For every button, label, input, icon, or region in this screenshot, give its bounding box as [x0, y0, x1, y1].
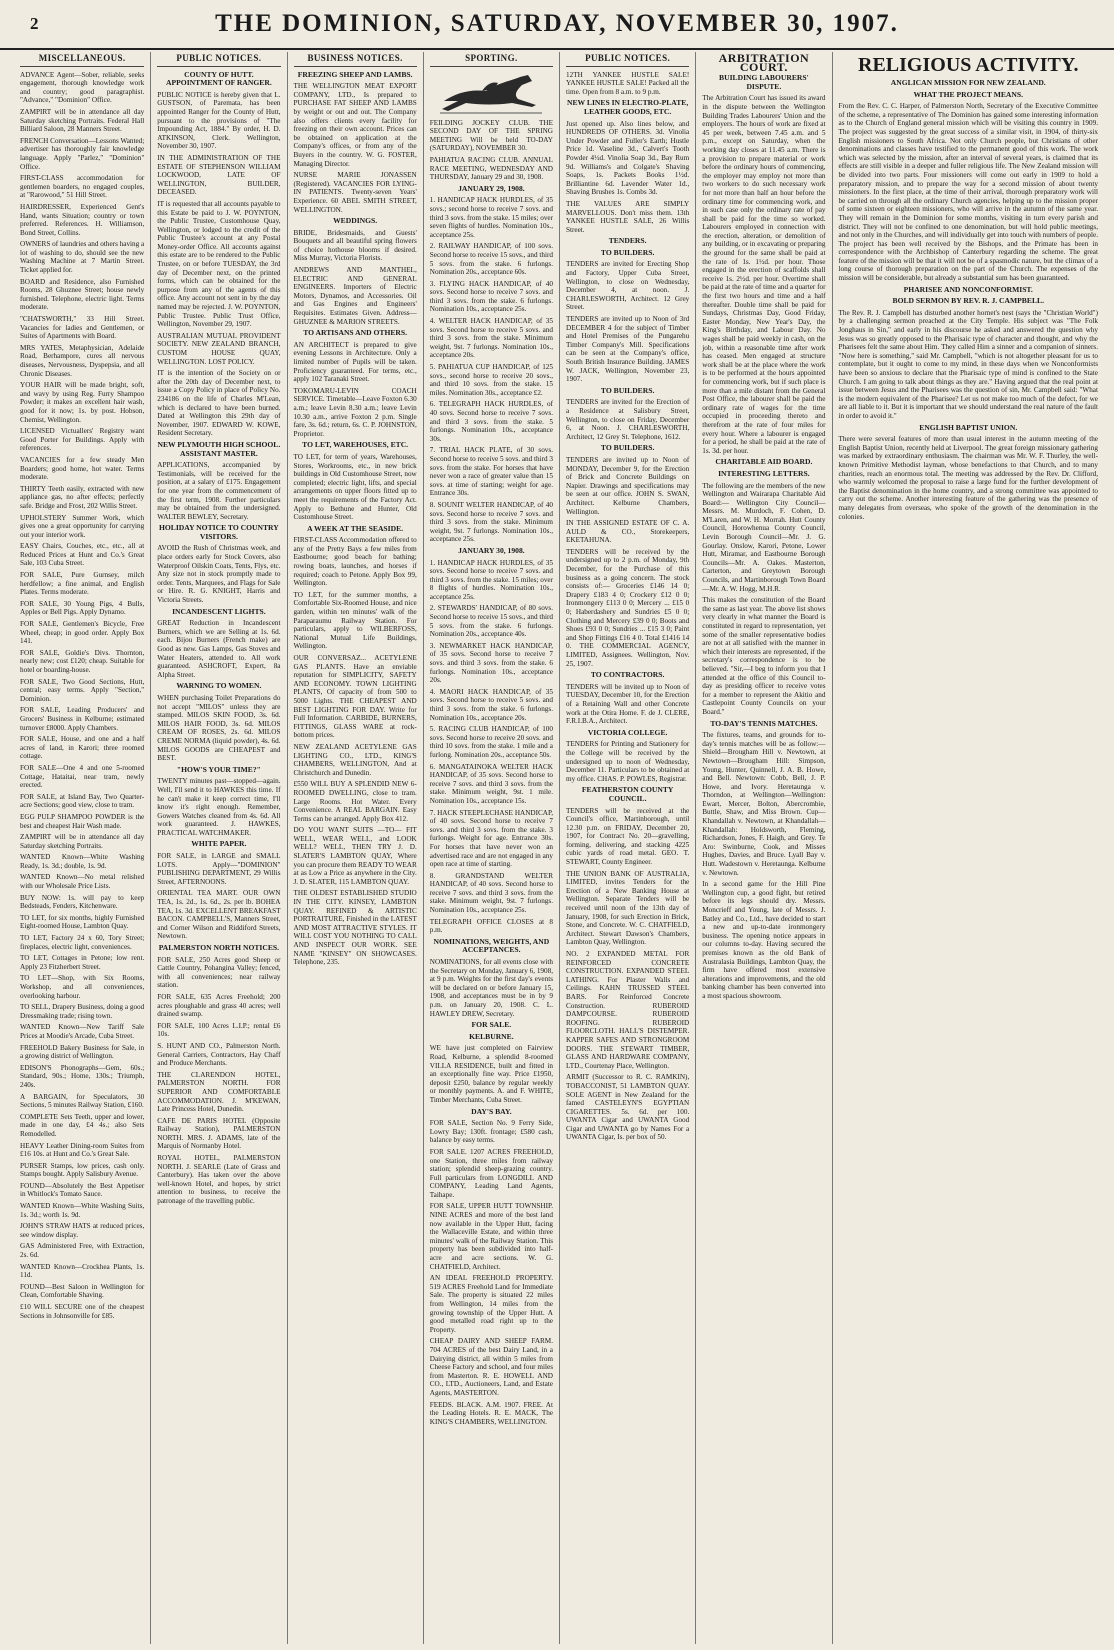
section-subhead: WHITE PAPER.: [191, 839, 247, 849]
section-subhead: CHARITABLE AID BOARD.: [715, 457, 813, 467]
notice-text: YOUR HAIR will be made bright, soft, and wavy by using Reg. Furry Shampoo Powder; it makes an excellent hair wash, good for it now; 1s. by post. Hobson, Chemist, Wellington.: [20, 381, 145, 424]
section-subhead: PHARISEE AND NONCONFORMIST.: [903, 284, 1033, 294]
section-subhead: JANUARY 30, 1908.: [458, 545, 525, 555]
notice-text: GREAT Reduction in Incandescent Burners, which we are Selling at 1s. 6d. each. Bijou Burners (French make) are Good as new. Gas Lamps, Gas Stoves and Water Heaters, attended to. All work guaranteed. ASHCROFT, Expert, 8a Alpha Street.: [157, 619, 281, 679]
notice-text: NURSE MARIE JONASSEN (Registered). VACANCIES FOR LYING-IN PATIENTS. Twenty-seven Years' Experience. 60 ABEL SMITH STREET, WELLINGTON.: [293, 171, 417, 214]
notice-text: From the Rev. C. C. Harper, of Palmerston North, Secretary of the Executive Committee of the scheme, a representative of The Dominion has gained some interesting information as to the Church of England general mission which will be visiting this country in 1909. The project was suggested by the great success of a similar visit, in 1904, of thirty-six English missioners to South Africa. Not only Church people, but Christians of other denominations and classes have testified to the permanent good of this work. The work which was selected by the mission, after an interval of several years, is claimed that its effects are still visible in a deeper and fuller religious life. The New Zealand mission will be divided into two parts. Four missioners will come out early in 1909 to hold a preparatory mission, and to prepare the way for a second mission of about twenty missioners. In the first place, at the time of their arrival, thorough preparatory work will be carried on through all the ordinary Church agencies, helping up to the mission proper of some sixteen or eighteen missioners, who will arrive in the autumn of the same year. They will remain in the Dominion for some months, visiting in turn every parish and district. They will not be confined to one denomination, but will hold public meetings, and not only in the Churches, and will individually get into touch with numbers of people. The project has been well received by the Bishops, and the Primate has been in correspondence with the Archbishop of Canterbury regarding the scheme. The great feature of the mission will be that it will not be of a spasmodic nature, but the climax of a long course of thorough preparation on the part of the Church. The expenses of the mission will be considerable, but already a substantial sum has been guaranteed.: [838, 102, 1098, 283]
section-subhead: BOLD SERMON BY REV. R. J. CAMPBELL.: [892, 296, 1044, 306]
notice-text: NO. 2 EXPANDED METAL FOR REINFORCED CONCRETE CONSTRUCTION. EXPANDED STEEL LATHING. For Plaster Walls and Ceilings. KAHN TRUSSED STEEL BARS. For Reinforced Concrete Construction. RUBEROID DAMPCOURSE. RUBEROID ROOFING. RUBEROID FLOORCLOTH. HALL'S DISTEMPER. KAPPER SAFES AND STRONGROOM DOORS. THE STEWART TIMBER, GLASS AND HARDWARE COMPANY, LTD., Courtenay Place, Wellington.: [566, 950, 690, 1070]
column-items: [20, 71, 144, 1321]
notice-text: WANTED Known—White Washing Ready, 1s. 3d.; double, 1s. 9d.: [20, 853, 145, 870]
notice-text: FOR SALE. 1207 ACRES FREEHOLD, one Station, three miles from railway station; splendid sheep-grazing country. Full particulars from LONGDILL AND COMPANY, Leading Land Agents, Taihape.: [429, 1147, 553, 1199]
notice-text: TO LET, for term of years, Warehouses, Stores, Workrooms, etc., in new brick buildings in Old Customhouse Street, now completed; electric light, lifts, and special arrangements on upper floors fitted up to meet the requirements of the Factory Act. Apply to Bethune and Hunter, Old Customhouse Street.: [293, 452, 417, 522]
notice-text: WANTED Known—Crockhea Plants, 1s. 11d.: [20, 1262, 145, 1280]
notice-text: JOHN'S STRAW HATS at reduced prices, see window display.: [20, 1222, 145, 1239]
notice-text: ROYAL HOTEL, PALMERSTON NORTH. J. SEARLE (Late of Grass and Canterbury). Has taken over the above well-known Hotel, and hopes, by strict attention to business, to receive the patronage of the travelling public.: [157, 1154, 281, 1206]
notice-text: FOR SALE, Section No. 9 Ferry Side, Lowry Bay; 130ft. frontage; £580 cash, balance by easy terms.: [429, 1119, 553, 1145]
notice-text: FOR SALE, UPPER HUTT TOWNSHIP. NINE ACRES and more of the best land now available in the Upper Hutt, facing the Wallaceville Estate, and within three minutes' walk of the Railway Station. This property has been subdivided into half-acre and acre sections. W. G. CHATFIELD, Architect.: [429, 1202, 553, 1271]
notice-text: 7. TRIAL HACK PLATE, of 30 sovs. Second horse to receive 5 sovs. and third 3 sovs. from the stake. For horses that have never won a race of greater value than 15 sovs. at time of starting; weight for age. Entrance 30s.: [429, 446, 553, 498]
notice-text: COMPLETE Sets Teeth, upper and lower, made in one day, £4 4s.; also Sets Remodelled.: [20, 1112, 145, 1138]
section-subhead: NEW LINES IN ELECTRO-PLATE, LEATHER GOODS, ETC.: [567, 98, 689, 116]
section-subhead: TO BUILDERS.: [600, 247, 655, 257]
notice-text: DO YOU WANT SUITS —TO— FIT WELL, WEAR WELL, and LOOK WELL? WELL, THEN TRY J. D. SLATER'S LAMBTON QUAY, Where you can procure them READY TO WEAR at as Low a Price as anywhere in the City. J. D. SLATER, 115 LAMBTON QUAY.: [293, 826, 417, 886]
notice-text: OUR CONVERSAZ... ACETYLENE GAS PLANTS. Have an enviable reputation for SIMPLICITY, SAFETY AND ECONOMY. TOWN LIGHTING PLANTS, Of capacity of from 500 to 5000 Lights. THE CHEAPEST AND BEST LIGHTING FOR DAY. Write for Full Information. CARBIDE, BURNERS, FITTINGS, GLASS WARE at rock-bottom prices.: [293, 654, 417, 740]
section-subhead: KELBURNE.: [469, 1031, 514, 1041]
page-number: 2: [30, 14, 39, 33]
section-subhead: DAY'S BAY.: [471, 1106, 512, 1116]
section-subhead: ANGLICAN MISSION FOR NEW ZEALAND.: [890, 78, 1046, 87]
notice-text: BUY NOW: 1s. will pay to keep Bedsteads, Fenders, Kitchenware.: [20, 893, 145, 911]
notice-text: FOUND—Best Saloon in Wellington for Clean, Comfortable Shaving.: [20, 1282, 145, 1300]
notice-text: 4. MAORI HACK HANDICAP, of 35 sovs. Second horse to receive 5 sovs. and third 3 sovs. from the stake. 6 furlongs. Nomination 10s., acceptance 20s.: [429, 687, 553, 722]
notice-text: PAHIATUA RACING CLUB. ANNUAL RACE MEETING, WEDNESDAY AND THURSDAY, January 29 and 30, 1908.: [429, 155, 553, 182]
notice-text: FOR SALE, Goldie's Divs. Thornton, nearly new; cost £120; cheap. Suitable for hotel or boarding-house.: [20, 648, 145, 674]
section-subhead: FREEZING SHEEP AND LAMBS.: [297, 69, 413, 79]
notice-text: 3. NEWMARKET HACK HANDICAP, of 35 sovs. Second horse to receive 7 sovs. and third 3 sovs. from the stake. 6 furlongs. Nomination 10s., acceptance 20s.: [429, 641, 553, 685]
section-subhead: TO BUILDERS.: [600, 443, 655, 453]
notice-text: FOR SALE, House, and one and a half acres of land, in Karori; three roomed cottage.: [20, 735, 145, 761]
notice-text: The following are the members of the new Wellington and Wairarapa Charitable Aid Board:— Wellington City Council—Messrs. M. Murdoch, F. Cohen, D. M'Laren, and W. H. Morrah. Hutt County Council, Horowhenua County Council, Levin Borough Council—Mr. J. G. Gourlay. Onslow, Karori, Petone, Lower Hutt, Miramar, and Eastbourne Borough Councils—Mr. A. Oakes. Masterton, Carterton, and Greytown Borough Councils, and Martinborough Town Board—Mr. A. W. Hogg, M.H.R.: [702, 481, 826, 593]
notice-text: TO LET, Cottages in Petone; low rent. Apply 23 Fitzherbert Street.: [20, 954, 145, 971]
notice-text: 12TH YANKEE HUSTLE SALE! YANKEE HUSTLE SALE! Packed all the time. Open from 8 a.m. to 9 p.m.: [566, 70, 690, 96]
notice-text: TWENTY minutes past—stopped—again. Well, I'll send it to HAWKES this time. If he can't make it keep correct time, I'll know it's right enough. Remember, Gowers Watches cleaned from 4s. 6d. All work guaranteed. J. HAWKES, PRACTICAL WATCHMAKER.: [157, 777, 281, 837]
notice-text: FOR SALE, 30 Young Pigs, 4 Bulls, Apples or Bell Pigs. Apply Dynamo.: [20, 599, 145, 617]
section-subhead: FEATHERSTON COUNTY COUNCIL.: [581, 785, 674, 803]
section-subhead: NEW PLYMOUTH HIGH SCHOOL. ASSISTANT MASTER.: [157, 439, 281, 458]
notice-text: TENDERS are invited for the Erection of a Residence at Salisbury Street, Wellington, to close on Friday, December 6, at Noon. J. CHARLESWORTH, Architect, 12 Grey St. Telephone, 1612.: [566, 398, 690, 441]
notice-text: GAS Administered Free, with Extraction, 2s. 6d.: [20, 1242, 145, 1260]
notice-text: £550 WILL BUY A SPLENDID NEW 6-ROOMED DWELLING, close to tram. Large Rooms. Hot Water. Every Convenience. A REAL BARGAIN. Easy Terms can be arranged. Apply Box 412.: [293, 780, 417, 823]
notice-text: 8. SOUNIT WELTER HANDICAP, of 40 sovs. Second horse to receive 7 sovs. and third 3 sovs. from the stake. Minimum weight, 9st. 7 furlongs. Nomination 10s., acceptance 25s.: [429, 500, 553, 544]
notice-text: TO LET—Shop, with Six Rooms, Workshop, and all conveniences, overlooking harbour.: [20, 974, 145, 1000]
notice-text: ADVANCE Agent—Sober, reliable, seeks engagement, thorough knowledge work and country; good paragraphist. "Advance," "Dominion" Office.: [20, 70, 145, 105]
notice-text: 6. TELEGRAPH HACK HURDLES, of 40 sovs. Second horse to receive 7 sovs. and third 3 sovs. from the stake. 5 furlongs. Nomination 10s., acceptance 30s.: [429, 400, 553, 443]
notice-text: FREEHOLD Bakery Business for Sale, in a growing district of Wellington.: [20, 1043, 145, 1061]
section-subhead: NOMINATIONS, WEIGHTS, AND ACCEPTANCES.: [433, 936, 550, 955]
notice-text: 2. STEWARDS' HANDICAP, of 80 sovs. Second horse to receive 15 sovs., and third 5 sovs. from the stake. 6 furlongs. Nomination 20s., acceptance 40s.: [429, 604, 553, 639]
notice-text: PUBLIC NOTICE is hereby given that L. GUSTSON, of Paremata, has been appointed Ranger for the County of Hutt, pursuant to the provisions of "The Impounding Act, 1884." By order, H. D. ATKINSON, Clerk. Wellington, November 30, 1907.: [157, 90, 281, 151]
notice-text: TOKOMARU-LEVIN COACH SERVICE. Timetable—Leave Foxton 6.30 a.m.; leave Levin 8.30 a.m.; leave Levin 10.30 a.m., arrive Foxton 2 p.m. Single fare, 3s. 6d.; return, 6s. C. P. JOHNSTON, Proprietor.: [293, 386, 417, 438]
notice-text: TENDERS will be received by the undersigned up to 2 p.m. of Monday, 9th December, for the Purchase of this business as a going concern. The stock consists of:— Groceries £146 14 0; Drapery £183 4 0; Crockery £12 0 0; Ironmongery £113 0 0; Mercery ... £15 0 0; Haberdashery and Sundries £5 0 0; Clothing and Mercery £39 0 0; Boots and Shoes £93 0 0; Sundries ... £15 3 0; Paint and Shop Fittings £16 4 0. Total £1416 14 0. THE COMMERCIAL AGENCY, LIMITED, Assignees. Wellington, Nov. 25, 1907.: [566, 547, 690, 668]
notice-text: 8. GRANDSTAND WELTER HANDICAP, of 40 sovs. Second horse to receive 7 sovs. and third 3 sovs. from the stake. Minimum weight, 9st. 7 furlongs. Nomination 10s., acceptance 25s.: [429, 871, 553, 915]
column-items: [566, 71, 689, 1142]
column-business-notices: [287, 52, 423, 1644]
section-subhead: WEDDINGS.: [333, 216, 378, 226]
notice-text: 7. HACK STEEPLECHASE HANDICAP, of 40 sovs. Second horse to receive 7 sovs. and third 3 sovs. from the stake. 3 furlongs. Weight for age. Entrance 30s. For horses that have never won an advertised race and are not engaged in any open race at time of starting.: [429, 808, 553, 869]
section-subhead: VICTORIA COLLEGE.: [587, 727, 668, 737]
notice-text: IT is the intention of the Society on or after the 20th day of December next, to issue a Copy Policy in place of Policy No. 234186 on the life of Charles M'Lean, which is declared to have been burned. Dated at Wellington this 29th day of November, 1907. EDWARD W. KOWE, Resident Secretary.: [157, 369, 281, 438]
notice-text: BOARD and Residence, also Furnished Rooms, 28 Ghuznee Street; house newly furnished. Telephone, electric light. Terms moderate.: [20, 277, 145, 312]
notice-text: TO LET, Factory 24 x 60, Tory Street; fireplaces, electric light, conveniences.: [20, 934, 145, 951]
column-items: [702, 74, 825, 1000]
notice-text: TO SELL, Drapery Business, doing a good Dressmaking trade; rising town.: [20, 1003, 145, 1020]
notice-text: CAFE DE PARIS HOTEL (Opposite Railway Station), PALMERSTON NORTH. MRS. J. ADAMS, late of the Marquis of Normanby Hotel.: [157, 1116, 281, 1151]
column-heading: MISCELLANEOUS.: [20, 52, 144, 67]
section-subhead: INTERESTING LETTERS.: [718, 468, 810, 478]
notice-text: ZAMPIRT will be in attendance all day Saturday sketching Portraits. Federal Hall Billiard Saloon, 28 Manners Street.: [20, 107, 145, 134]
notice-text: AVOID the Rush of Christmas week, and place orders early for Stock Covers, also Waterproof Oilskin Coats, Tents, Flys, etc. Any size not in stock promptly made to order. Tents, Marquees, and Flags for Sale or Hire. R. G. KNIGHT, Harris and Victoria Streets.: [157, 544, 281, 605]
notice-text: TENDERS will be invited up to Noon of TUESDAY, December 10, for the Erection of a Retaining Wall and other Concrete work at the Otira Home. F. de J. CLERE, F.R.I.B.A., Architect.: [566, 682, 690, 726]
notice-text: CHEAP DAIRY AND SHEEP FARM. 704 ACRES of the best Dairy Land, in a Dairying district, all within 5 miles from Cheese Factory and school, and four miles from Masterton. R. E. HOWELL AND CO., LTD., Auctioneers, Land, and Estate Agents, MASTERTON.: [429, 1337, 553, 1397]
notice-text: 5. RACING CLUB HANDICAP, of 100 sovs. Second horse to receive 20 sovs. and third 10 sovs. from the stake. 1 mile and a furlong. Nomination 20s., acceptance 50s.: [429, 725, 553, 759]
notice-text: WANTED Known—White Washing Suits, 1s. 3d.; worth 1s. 9d.: [20, 1202, 145, 1219]
column-heading: SPORTING.: [430, 52, 553, 67]
notice-text: ORIENTAL TEA MART. OUR OWN TEA, 1s. 2d., 1s. 6d., 2s. per lb. BOHEA TEA, 1s. 3d. EXCELLENT BREAKFAST BACON. CAMPBELL'S, Manners Street, and Corner Wilson and Riddiford Streets, Newtown.: [157, 889, 281, 941]
newspaper-title: THE DOMINION, SATURDAY, NOVEMBER 30, 1907.: [215, 10, 899, 37]
notice-text: FOR SALE, at Island Bay, Two Quarter-acre Sections; good view, close to tram.: [20, 792, 145, 810]
section-subhead: "HOW'S YOUR TIME?": [176, 764, 261, 774]
notice-text: IT is requested that all accounts payable to this Estate be paid to J. W. POYNTON, the Public Trustee, Customhouse Quay, Wellington, or lodged to the credit of the Public Trustee's account at any Postal Money-order Office. All accounts against this estate are to be rendered to the Public Trustee, on or before TUESDAY, the 3rd day of December next, on the printed forms, which can be obtained for the purpose from any of the agents of this office. Any account not sent in by the day named may be rejected. J. W. POYNTON, Public Trustee. Public Trust Office, Wellington, November 29, 1907.: [157, 199, 281, 329]
notice-text: VACANCIES for a few steady Men Boarders; good home, hot water. Terms moderate.: [20, 455, 145, 482]
notice-text: TENDERS are invited up to Noon of 3rd DECEMBER 4 for the subject of Timber and Hotel Premises of the Pungarehu Timber Company's Mill. Specifications can be seen at the Company's office, South British Insurance Building. JAMES W. JACK, Wellington, November 23, 1907.: [566, 315, 690, 384]
section-subhead: TENDERS.: [608, 236, 647, 246]
notice-text: 1. HANDICAP HACK HURDLES, of 35 sovs. Second horse to receive 7 sovs. and third 3 sovs. from the stake. 15 miles; over 8 flights of hurdles. Nomination 10s., acceptance 25s.: [429, 558, 553, 601]
column-arbitration-court: [695, 52, 831, 1644]
column-religious-activity: [832, 52, 1105, 1644]
notice-text: HAIRDRESSER, Experienced Gent's Hand, wants Situation; country or town preferred. References. H. Williamson, Bond Street, Collins.: [20, 202, 145, 237]
column-heading: RELIGIOUS ACTIVITY.: [858, 54, 1079, 76]
section-subhead: FOR SALE.: [471, 1020, 512, 1030]
notice-text: BRIDE, Bridesmaids, and Guests' Bouquets and all beautiful spring flowers of choice hothouse blooms if desired. Miss Murray, Victoria Florists.: [293, 228, 417, 263]
notice-text: FOUND—Absolutely the Best Appetiser in Whitlock's Tomato Sauce.: [20, 1181, 145, 1199]
column-public-notices: [150, 52, 286, 1644]
section-subhead: A WEEK AT THE SEASIDE.: [307, 523, 404, 533]
notice-text: FEEDS. BLACK. A.M. 1907. FREE. At the Leading Hotels. R. E. MACK, The KING'S CHAMBERS, WELLINGTON.: [429, 1400, 553, 1426]
notice-text: TENDERS for Printing and Stationery for the College will be received by the undersigned up to noon of Wednesday, December 11. Particulars to be obtained at my office. CHAS. P. POWLES, Registrar.: [566, 740, 690, 783]
notice-text: The Rev. R. J. Campbell has disturbed another hornet's nest (says the "Christian World") by a challenging sermon preached at the City Temple. His subject was "The Folk Jonghaus in Sin," and early in his discourse he asked and answered the question why Jesus was so greatly opposed to the Pharisaic type of character and thought, and why the Pharisees felt the same about Him. They called Him a sinner and a companion of sinners. "Now here is something," said Mr. Campbell, "which is not altogether pleasant for us to contemplate, but it ought to come to my mind, in these days when we Nonconformists have been so anxious to declare that the Pharisaic type of mind is confined to the State Church. I am going to talk about things as they are." Having argued that the real point at issue between Jesus and the Pharisees was the question of sin, Mr. Campbell said: "What is the modern equivalent of the Pharisee? Let us not make too much of the defect, for we are all liable to it. But it is important that we should understand the real nature of the fault in order to avoid it.": [838, 308, 1098, 420]
column-heading: BUSINESS NOTICES.: [294, 52, 417, 67]
notice-text: There were several features of more than usual interest in the autumn meeting of the English Baptist Union, recently held at Liverpool. The great foreign missionary gathering was marked by extraordinary enthusiasm. The chairman was Mr. W. F. Thurley, the well-known Primitive Methodist layman, whose benefactions to that Church, and to many charities, reach an enormous total. The meeting was addressed by the Rev. Dr. Clifford, who warmly welcomed the proposal to raise a large fund for the further development of the Baptist denomination in the home country, and a strong committee was appointed to carry out the scheme. Another interesting feature of the gathering was the presence of many delegates from overseas, who spoke of the growth of the denomination in the colonies.: [838, 435, 1098, 521]
notice-text: This makes the constitution of the Board the same as last year. The above list shows very clearly in what manner the Board is constituted in regard to representation, yet some of the smaller representative bodies are not at all satisfied with the manner in which their interests are represented, if the secretary's correspondence is to be believed. "Sir,—I beg to inform you that I attended at the office of this Council to-day as presiding officer to receive votes for a member to represent the Akitio and Castlepoint County Councils on your Board.": [702, 596, 826, 716]
notice-text: FIRST-CLASS accommodation for gentlemen boarders, no engaged couples, at "Rarowood," 51 Hill Street.: [20, 174, 145, 200]
notice-text: NEW ZEALAND ACETYLENE GAS LIGHTING CO., LTD., KING'S CHAMBERS, WELLINGTON, And at Christchurch and Dunedin.: [293, 742, 417, 777]
column-heading: PUBLIC NOTICES.: [157, 52, 280, 67]
notice-text: AUSTRALIAN MUTUAL PROVIDENT SOCIETY. NEW ZEALAND BRANCH, CUSTOM HOUSE QUAY, WELLINGTON. LOST POLICY.: [157, 331, 281, 366]
notice-text: NOMINATIONS, for all events close with the Secretary on Monday, January 6, 1908, at 9 p.m. Weights for the first day's events will be declared on or before January 15, 1908, and acceptances must be in by 9 p.m. on January 20, 1908. C. L. HAWLEY DREW, Secretary.: [429, 958, 553, 1018]
notice-text: Just opened up. Also lines below, and HUNDREDS OF OTHERS. 3d. Vinolia Under Powder and Fuller's Earth; Hustle Price 1d. Vaseline 3d., Calvert's Tooth Powder 4½d. Vinolia Soap 3d., Bay Rum 9d. Williams's and Colgate's Shaving Soaps, 1s. Packets Books 1½d. Brilliantine 6d. Lavender Water 1d., Shaving Brushes 1s. Combs 3d.: [566, 119, 690, 197]
notice-text: EASY Chairs, Couches, etc., etc., all at Reduced Prices at Hunt and Co.'s Great Sale, 103 Cuba Street.: [20, 542, 145, 568]
notice-text: TELEGRAPH OFFICE CLOSES at 8 p.m.: [429, 917, 553, 935]
notice-text: 3. FLYING HACK HANDICAP, of 40 sovs. Second horse to receive 7 sovs. and third 3 sovs. from the stake. 6 furlongs. Nomination 10s., acceptance 25s.: [429, 279, 553, 314]
notice-text: FOR SALE, Two Good Sections, Hutt, central; easy terms. Apply "Section," Dominion.: [20, 677, 145, 703]
notice-text: MRS YATES, Metaphysician, Adelaide Road, Berhampore, cures all nervous diseases, Nervousness, Dyspepsia, and all Chronic Diseases.: [20, 343, 145, 378]
notice-text: THE CLARENDON HOTEL, PALMERSTON NORTH. FOR SUPERIOR AND COMFORTABLE ACCOMMODATION. J. M'KEWAN, Late Princess Hotel, Dunedin.: [157, 1070, 281, 1114]
notice-text: EDISON'S Phonographs—Gem, 60s.; Standard, 90s.; Home, 130s.; Triumph, 240s.: [20, 1063, 145, 1089]
section-subhead: JANUARY 29, 1908.: [458, 183, 525, 193]
notice-text: "CHATSWORTH," 33 Hill Street. Vacancies for ladies and Gentlemen, or Suites of Apartments with Board.: [20, 315, 145, 341]
section-subhead: TO ARTISANS AND OTHERS.: [303, 328, 408, 338]
section-subhead: TO LET, WAREHOUSES, ETC.: [302, 440, 409, 450]
notice-text: S. HUNT AND CO., Palmerston North. General Carriers, Contractors, Hay Chaff and Produce Merchants.: [157, 1041, 281, 1068]
notice-text: 6. MANGATAINOKA WELTER HACK HANDICAP, of 35 sovs. Second horse to receive 7 sovs. and third 3 sovs. from the stake. Minimum weight, 9st. 1 mile. Nomination 10s., acceptance 15s.: [429, 762, 553, 805]
notice-text: FRENCH Conversation—Lessons Wanted; advertiser has thoroughly fair knowledge language. Apply "Parlez," "Dominion" Office.: [20, 136, 145, 171]
column-items: [430, 119, 553, 1427]
notice-text: THE WELLINGTON MEAT EXPORT COMPANY, LTD., Is prepared to PURCHASE FAT SHEEP AND LAMBS by weight or out and out. The Company also offers clients every facility for freezing on their own account. Prices can be obtained on application at the Company's offices, or from any of the Buyers in the country. W. G. FOSTER, Managing Director.: [293, 82, 417, 168]
notice-text: APPLICATIONS, accompanied by Testimonials, will be received for the position, at a salary of £175. Engagement for one year from the commencement of the first term, 1908. Further particulars may be obtained from the undersigned. WALTER BEWLEY, Secretary.: [157, 461, 281, 521]
notice-text: £10 WILL SECURE one of the cheapest Sections in Johnsonville for £85.: [20, 1303, 145, 1320]
notice-text: IN THE ADMINISTRATION OF THE ESTATE OF STEPHENSON WILLIAM LOCKWOOD, LATE OF WELLINGTON, BUILDER, DECEASED.: [157, 153, 281, 197]
notice-text: WE have just completed on Fairview Road, Kelburne, a splendid 8-roomed VILLA RESIDENCE, built and fitted in an exceptionally fine way. Price £1950, deposit £250, balance by regular weekly or monthly payments. A. and F. WHITE, Timber Merchants, Cuba Street.: [429, 1044, 553, 1104]
column-miscellaneous: [14, 52, 150, 1644]
notice-text: OWNERS of laundries and others having a lot of washing to do, should see the new Washing Machine at 7 Martin Street. Ticket applied for.: [20, 240, 145, 275]
notice-text: TENDERS will be received at the Council's office, Martinborough, until 12.30 p.m. on FRIDAY, December 20, 1907, for Contract No. 20—gravelling, forming, delivering, and stacking 4225 cubic yards of road metal. GEO. T. STEWART, County Engineer.: [566, 806, 690, 867]
section-subhead: TO BUILDERS.: [600, 385, 655, 395]
racehorse-illustration: [436, 71, 546, 115]
column-public-notices-2: [559, 52, 695, 1644]
notice-text: FOR SALE, 100 Acres L.I.P.; rental £6 10s.: [157, 1021, 281, 1039]
section-subhead: INCANDESCENT LIGHTS.: [172, 606, 266, 616]
section-subhead: HOLIDAY NOTICE TO COUNTRY VISITORS.: [158, 523, 279, 541]
section-subhead: COUNTY OF HUTT. APPOINTMENT OF RANGER.: [166, 69, 272, 88]
notice-text: FOR SALE, Leading Producers' and Grocers' Business in Kelburne; estimated turnover £8000. Apply Chambers.: [20, 706, 145, 732]
notice-text: The Arbitration Court has issued its award in the dispute between the Wellington Building Trades Labourers' Union and the employers. The hours of work are fixed at 45 per week, between 7.45 a.m. and 5 p.m., except on Saturday, when the working day closes at 11.45 a.m. There is a provision to prepare material or work before the ordinary hours of commencing, the employer may employ not more than two workers to do such necessary work for not more than half an hour before the ordinary time for commencing work, and in such case only the ordinary rate of pay shall be paid for the time so worked. Labourers employed in connection with the erection, alteration, or demolition of any building, or in excavating or preparing the ground for the same shall be paid at the rate of 1s. 1½d. per hour. Those engaged in the erection of scaffolds shall receive 1s. 2½d. per hour. Overtime shall be paid at the rate of time and a quarter for the first two hours and time and a half thereafter. Double time shall be paid for Sundays, Christmas Day, Good Friday, Easter Monday, New Year's Day, the King's Birthday, and Labour Day. No wages shall be paid weekly in cash, on the job, within a reasonable time after work has ceased. Men engaged at structure work shall be at the place where the work is to be performed at the hours appointed for commencing work, but if such place is more than a mile distant from the General Post Office, the labourer shall be paid the ordinary rate of wages for the time occupied in proceeding thereto and therefrom at the rate of four miles for every hour. Where a labourer is engaged for a period, he shall be paid at the rate of 1s. 3d. per hour.: [702, 94, 826, 455]
notice-text: 5. PAHIATUA CUP HANDICAP, of 125 sovs., second horse to receive 20 sovs., and third 10 sovs. from the stake. 15 miles. Nomination 30s., acceptance £2.: [429, 363, 553, 397]
notice-text: THE VALUES ARE SIMPLY MARVELLOUS. Don't miss them. 13th YANKEE HUSTLE SALE, 26 Willis Street.: [566, 199, 690, 234]
notice-text: WANTED Known—No metal relished with our Wholesale Price Lists.: [20, 873, 145, 891]
notice-text: UPHOLSTERY Summer Work, which gives one a great opportunity for carrying out your interior work.: [20, 513, 145, 539]
notice-text: FOR SALE—One 4 and one 5-roomed Cottage, Hataitai, near tram, newly erected.: [20, 763, 145, 790]
masthead: [0, 0, 1114, 50]
section-subhead: TO-DAY'S TENNIS MATCHES.: [710, 718, 818, 728]
notice-text: WANTED Known—New Tariff Sale Prices at Moodie's Arcade, Cuba Street.: [20, 1023, 145, 1040]
notice-text: THE OLDEST ESTABLISHED STUDIO IN THE CITY. KINSEY, LAMBTON QUAY. REFINED & ARTISTIC PORTRAITURE, Finished in the LATEST AND MOST ATTRACTIVE STYLES. IT WILL COST YOU NOTHING TO CALL AND INSPECT OUR WORK. SEE NAME "KINSEY" ON SHOWCASES. Telephone, 235.: [293, 889, 417, 967]
section-subhead: BUILDING LABOURERS' DISPUTE.: [719, 73, 809, 91]
section-subhead: WARNING TO WOMEN.: [176, 681, 262, 691]
notice-text: THE UNION BANK OF AUSTRALIA, LIMITED, invites Tenders for the Erection of a New Banking House at Wellington. Separate Tenders will be received until noon of the 13th day of January, 1908, for such Erection in Brick, Stone, and Concrete. W. C. CHATFIELD, Architect. Stewart Dawson's Chambers, Lambton Quay, Wellington.: [566, 869, 690, 947]
notice-text: WHEN purchasing Toilet Preparations do not accept "MILOS" unless they are stamped. MILOS SKIN FOOD, 3s. 6d. MILOS HAIR FOOD, 3s. 6d. MILOS CREAM OF ROSES, 2s. 6d. MILOS CREME NORMA (liquid powder), 4s. 6d. MILOS GOODS are CHEAPEST and BEST.: [157, 693, 281, 763]
notice-text: TO LET, for the summer months, a Comfortable Six-Roomed House, and nice garden, within ten minutes' walk of the Paraparaumu Railway Station. For particulars, apply to WILBERFOSS, National Mutual Life Buildings, Wellington.: [293, 590, 417, 651]
notice-text: FOR SALE, Gentlemen's Bicycle, Free Wheel, cheap; in good order. Apply Box 141.: [20, 620, 145, 646]
notice-text: FEILDING JOCKEY CLUB. THE SECOND DAY OF THE SPRING MEETING Will be held TO-DAY (SATURDAY), NOVEMBER 30.: [429, 118, 553, 153]
notice-text: EGG PULP SHAMPOO POWDER is the best and cheapest Hair Wash made.: [20, 812, 145, 830]
notice-text: ZAMPIRT will be in attendance all day Saturday sketching Portraits.: [20, 833, 145, 850]
notice-text: AN IDEAL FREEHOLD PROPERTY. 519 ACRES Freehold Land for Immediate Sale. The property is situated 22 miles from Wellington, 14 miles from the growing township of the Upper Hutt. A good metalled road right up to the Property.: [429, 1274, 553, 1334]
notice-text: TO LET, for six months, highly Furnished Eight-roomed House, Lambton Quay.: [20, 913, 145, 931]
notice-text: TENDERS are invited for Erecting Shop and Factory, Upper Cuba Street, Wellington, to close on Wednesday, December 4, at noon. J. CHARLESWORTH, Architect. 12 Grey Street.: [566, 260, 690, 312]
notice-text: ARMIT (Successor to R. C. RAMKIN), TOBACCONIST, 51 LAMBTON QUAY. SOLE AGENT in New Zealand for the famed CASTELEYN'S EGYPTIAN CIGARETTES. 5s. 6d. per 100. UWANTA Cigar and UWANTA Good Cigar and UWANTA go by Names For a UWANTA Cigar, Is. per box of 50.: [566, 1073, 690, 1142]
section-subhead: WHAT THE PROJECT MEANS.: [913, 89, 1024, 99]
notice-text: FIRST-CLASS Accommodation offered to any of the Pretty Bays a few miles from Eastbourne; good beach for bathing; rowing boats, launches, and horses if required; coach to Petone. Apply Box 99, Wellington.: [293, 536, 417, 588]
column-heading: PUBLIC NOTICES.: [566, 52, 689, 67]
notice-text: A BARGAIN, for Speculators, 30 Sections, 5 minutes Railway Station, £160.: [20, 1092, 145, 1110]
columns: [14, 52, 1104, 1644]
column-sporting: [423, 52, 559, 1644]
notice-text: 1. HANDICAP HACK HURDLES, of 35 sovs.; second horse to receive 7 sovs. and third 3 sovs. from the stake. 15 miles; over seven flights of hurdles. Nomination 10s., acceptance 25s.: [429, 196, 553, 239]
notice-text: FOR SALE, 635 Acres Freehold; 200 acres ploughable and grass 40 acres; well drained swamp.: [157, 992, 281, 1019]
notice-text: FOR SALE, Pure Gurnsey, milch herdfellow; a fine animal, and English Plates. Terms moderate.: [20, 571, 145, 597]
notice-text: THIRTY Teeth easily, extracted with new appliance gas, no after effects; perfectly safe. Bridge and Frost, 202 Willis Street.: [20, 484, 145, 510]
section-subhead: ENGLISH BAPTIST UNION.: [919, 422, 1018, 432]
column-items: [839, 79, 1099, 521]
notice-text: ANDREWS AND MANTHEL, ELECTRIC AND GENERAL ENGINEERS. Importers of Electric Motors, Dynamos, and Accessories. Oil and Gas Engines and Engineers' Requisites. Estimates Given. Address—GHUZNEE & MARION STREETS.: [293, 266, 417, 326]
section-subhead: PALMERSTON NORTH NOTICES.: [158, 943, 280, 952]
notice-text: In a second game for the Hill Pine Wellington cup, a good fight, but retired before its legs should dry. Messrs. Moncrieff and Young, late of Messrs. J. Batley and Co., Ltd., have decided to start a new and up-to-date ironmongery business. The opening notice appears in our columns to-day. Having secured the premises known as the old Bank of Australasia Buildings, Lambton Quay, the firm have offered most extensive alterations and improvements, and the old banking chamber has been converted into a most spacious showroom.: [702, 880, 826, 1000]
column-items: [294, 71, 417, 967]
notice-text: 4. WELTER HACK HANDICAP, of 35 sovs. Second horse to receive 5 sovs. and third 3 sovs. from the stake. Minimum weight, 9st. 7 furlongs. Nomination 10s., acceptance 20s.: [429, 317, 553, 360]
column-items: [157, 71, 280, 1206]
notice-text: 2. RAILWAY HANDICAP, of 100 sovs. Second horse to receive 15 sovs., and third 5 sovs. from the stake. 6 furlongs. Nomination 20s., acceptance 60s.: [429, 242, 553, 277]
notice-text: The fixtures, teams, and grounds for to-day's tennis matches will be as follow:— Shield—Brougham Hill v. Newtown, at Newtown—Brougham Hill: Simpson, Young, Hunter, Quinnell, J. A. B. Howe, and Bell. Newtown: Cobb, Bell, J. P. Howe, and Ivory. Heretaunga v. Thorndon, at Wellington—Wellington: Ewart, Mercer, Bolton, Abercrombie, Buttle, Shaw, and Miss Brown. Cup—Khandallah v. Newtown, at Khandallah—Khandallah: Holdsworth, Fleming, Richardson, Jones, F. Haigh, and Grey. Te Aro: Swinburne, Cook, and Misses Hughes, Davies, and Bruce. Lyall Bay v. Hutt. Wadestown v. Heretaunga. Kelburne v. Newtown.: [702, 731, 826, 877]
notice-text: IN THE ASSIGNED ESTATE OF C. A. AULD & CO., Storekeepers, EKETAHUNA.: [566, 519, 690, 545]
column-heading: ARBITRATION COURT.: [718, 52, 810, 74]
notice-text: FOR SALE, in LARGE and SMALL LOTS. Apply—"DOMINION" PUBLISHING DEPARTMENT, 29 Willis Street, AFTERNOONS.: [157, 852, 281, 886]
notice-text: PURSER Stamps, low prices, cash only. Stamps bought. Apply Salisbury Avenue.: [20, 1161, 145, 1179]
notice-text: HEAVY Leather Dining-room Suites from £16 10s. at Hunt and Co.'s Great Sale.: [20, 1141, 145, 1159]
notice-text: AN ARCHITECT is prepared to give evening Lessons in Architecture. Only a limited number of Pupils will be taken. Proficiency guaranteed. For terms, etc., apply 102 Taranaki Street.: [293, 340, 417, 384]
notice-text: TENDERS are invited up to Noon of MONDAY, December 9, for the Erection of Brick and Concrete Buildings on Napier. Drawings and specifications may be seen at our office. JOHN S. SWAN, Architect. Kelburne Chambers, Wellington.: [566, 455, 690, 516]
notice-text: LICENSED Victuallers' Registry want Good Porter for Buildings. Apply with references.: [20, 427, 145, 453]
section-subhead: TO CONTRACTORS.: [590, 670, 665, 680]
notice-text: FOR SALE, 250 Acres good Sheep or Cattle Country, Pohangina Valley; fenced, with all conveniences; near railway station.: [157, 955, 281, 990]
